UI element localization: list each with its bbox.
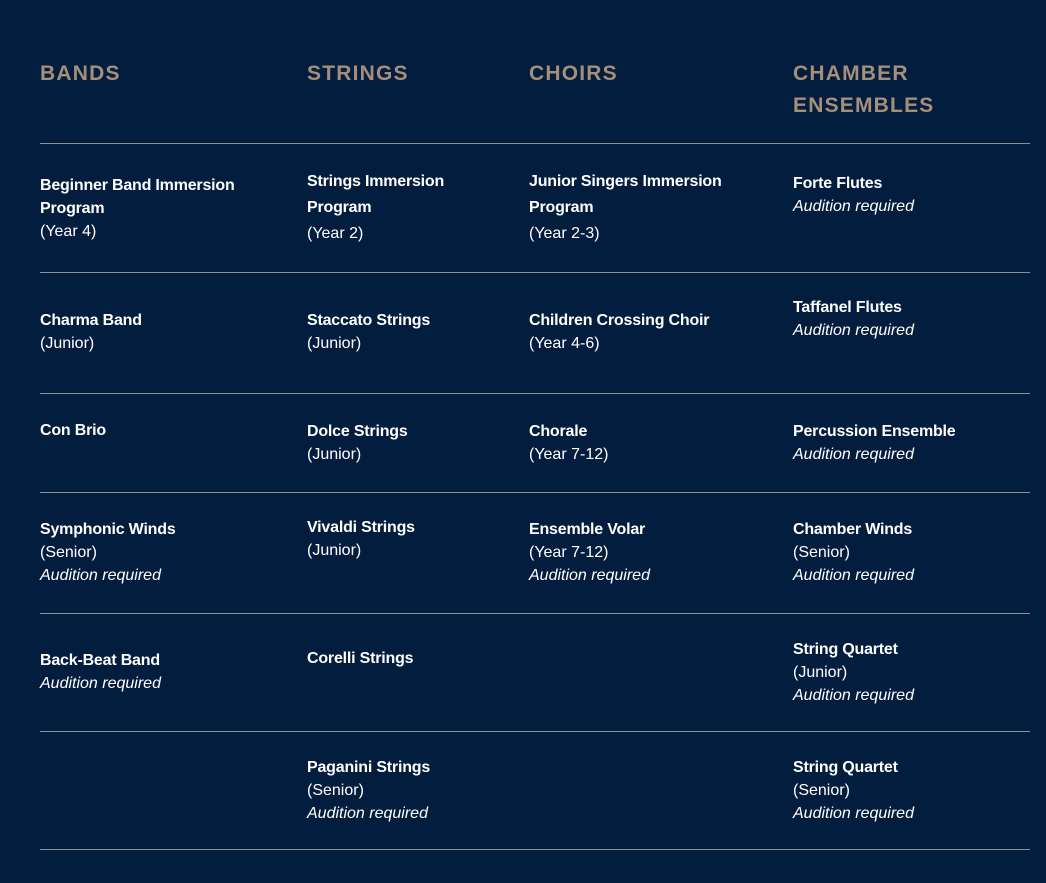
ensemble-cell[interactable] bbox=[793, 756, 1023, 825]
table-row bbox=[40, 144, 1030, 273]
audition-note: Audition required bbox=[307, 805, 428, 822]
audition-note: Audition required bbox=[793, 567, 914, 584]
ensemble-level: (Junior) bbox=[307, 542, 362, 559]
table-row bbox=[40, 394, 1030, 493]
ensemble-name: Paganini Strings bbox=[307, 759, 431, 776]
ensemble-level: (Senior) bbox=[40, 544, 97, 561]
ensemble-cell[interactable] bbox=[529, 420, 769, 466]
ensemble-name: Ensemble Volar bbox=[529, 521, 646, 538]
ensemble-name: Symphonic Winds bbox=[40, 521, 176, 538]
ensemble-name: Corelli Strings bbox=[307, 650, 414, 667]
audition-note: Audition required bbox=[793, 687, 914, 704]
ensemble-cell[interactable] bbox=[40, 174, 280, 243]
ensemble-cell[interactable] bbox=[529, 518, 769, 587]
audition-note: Audition required bbox=[793, 322, 914, 339]
ensemble-cell[interactable] bbox=[307, 647, 507, 670]
ensemble-name: Forte Flutes bbox=[793, 175, 883, 192]
audition-note: Audition required bbox=[793, 446, 914, 463]
ensemble-cell[interactable] bbox=[40, 309, 280, 355]
ensemble-level: (Junior) bbox=[307, 446, 362, 463]
ensemble-name: Back-Beat Band bbox=[40, 652, 160, 669]
audition-note: Audition required bbox=[793, 805, 914, 822]
table-row bbox=[40, 614, 1030, 732]
ensemble-name: Vivaldi Strings bbox=[307, 519, 415, 536]
ensemble-level: (Senior) bbox=[307, 782, 364, 799]
ensemble-level: (Year 7-12) bbox=[529, 544, 609, 561]
ensemble-name: Chamber Winds bbox=[793, 521, 913, 538]
ensemble-cell[interactable] bbox=[307, 420, 507, 466]
ensemble-cell[interactable] bbox=[793, 172, 1023, 218]
column-heading-choirs: CHOIRS bbox=[529, 62, 618, 85]
ensemble-level: (Senior) bbox=[793, 544, 850, 561]
ensemble-level: (Junior) bbox=[307, 335, 362, 352]
table-row bbox=[40, 493, 1030, 614]
ensemble-cell[interactable] bbox=[793, 296, 1023, 342]
ensemble-name: Staccato Strings bbox=[307, 312, 431, 329]
ensemble-name: String Quartet bbox=[793, 759, 898, 776]
ensemble-name: Junior Singers Immersion Program bbox=[529, 173, 722, 216]
table-header bbox=[40, 0, 1030, 144]
ensemble-cell[interactable] bbox=[307, 516, 507, 562]
ensemble-name: Charma Band bbox=[40, 312, 142, 329]
column-heading-strings: STRINGS bbox=[307, 62, 409, 85]
table-row bbox=[40, 732, 1030, 850]
ensemble-name: Strings Immersion Program bbox=[307, 173, 445, 216]
audition-note: Audition required bbox=[40, 567, 161, 584]
ensemble-cell[interactable] bbox=[40, 518, 280, 587]
ensemble-name: Percussion Ensemble bbox=[793, 423, 956, 440]
ensemble-name: Dolce Strings bbox=[307, 423, 408, 440]
ensemble-cell[interactable] bbox=[307, 169, 507, 247]
ensemble-level: (Year 4-6) bbox=[529, 335, 600, 352]
table-row bbox=[40, 273, 1030, 394]
ensemble-level: (Year 7-12) bbox=[529, 446, 609, 463]
ensemble-name: Children Crossing Choir bbox=[529, 312, 710, 329]
ensembles-table bbox=[40, 0, 1030, 850]
ensemble-level: (Year 2-3) bbox=[529, 225, 600, 242]
ensemble-level: (Year 4) bbox=[40, 223, 97, 240]
ensemble-name: Beginner Band Immersion Program bbox=[40, 177, 235, 217]
ensemble-name: Taffanel Flutes bbox=[793, 299, 902, 316]
column-heading-bands: BANDS bbox=[40, 62, 121, 85]
ensemble-level: (Senior) bbox=[793, 782, 850, 799]
ensemble-level: (Junior) bbox=[793, 664, 848, 681]
ensemble-name: Chorale bbox=[529, 423, 588, 440]
ensemble-cell[interactable] bbox=[529, 309, 769, 355]
ensemble-level: (Year 2) bbox=[307, 225, 364, 242]
ensemble-cell[interactable] bbox=[793, 518, 1023, 587]
ensemble-cell[interactable] bbox=[529, 169, 769, 247]
audition-note: Audition required bbox=[40, 675, 161, 692]
audition-note: Audition required bbox=[793, 198, 914, 215]
ensemble-cell[interactable] bbox=[793, 638, 1023, 707]
ensemble-cell[interactable] bbox=[40, 419, 280, 442]
ensemble-name: Con Brio bbox=[40, 422, 106, 439]
ensemble-cell[interactable] bbox=[307, 756, 507, 825]
ensemble-cell[interactable] bbox=[40, 649, 280, 695]
audition-note: Audition required bbox=[529, 567, 650, 584]
column-heading-chamber-ensembles: CHAMBER ENSEMBLES bbox=[793, 62, 935, 117]
ensemble-level: (Junior) bbox=[40, 335, 95, 352]
ensemble-cell[interactable] bbox=[793, 420, 1023, 466]
ensemble-cell[interactable] bbox=[307, 309, 507, 355]
ensemble-name: String Quartet bbox=[793, 641, 898, 658]
